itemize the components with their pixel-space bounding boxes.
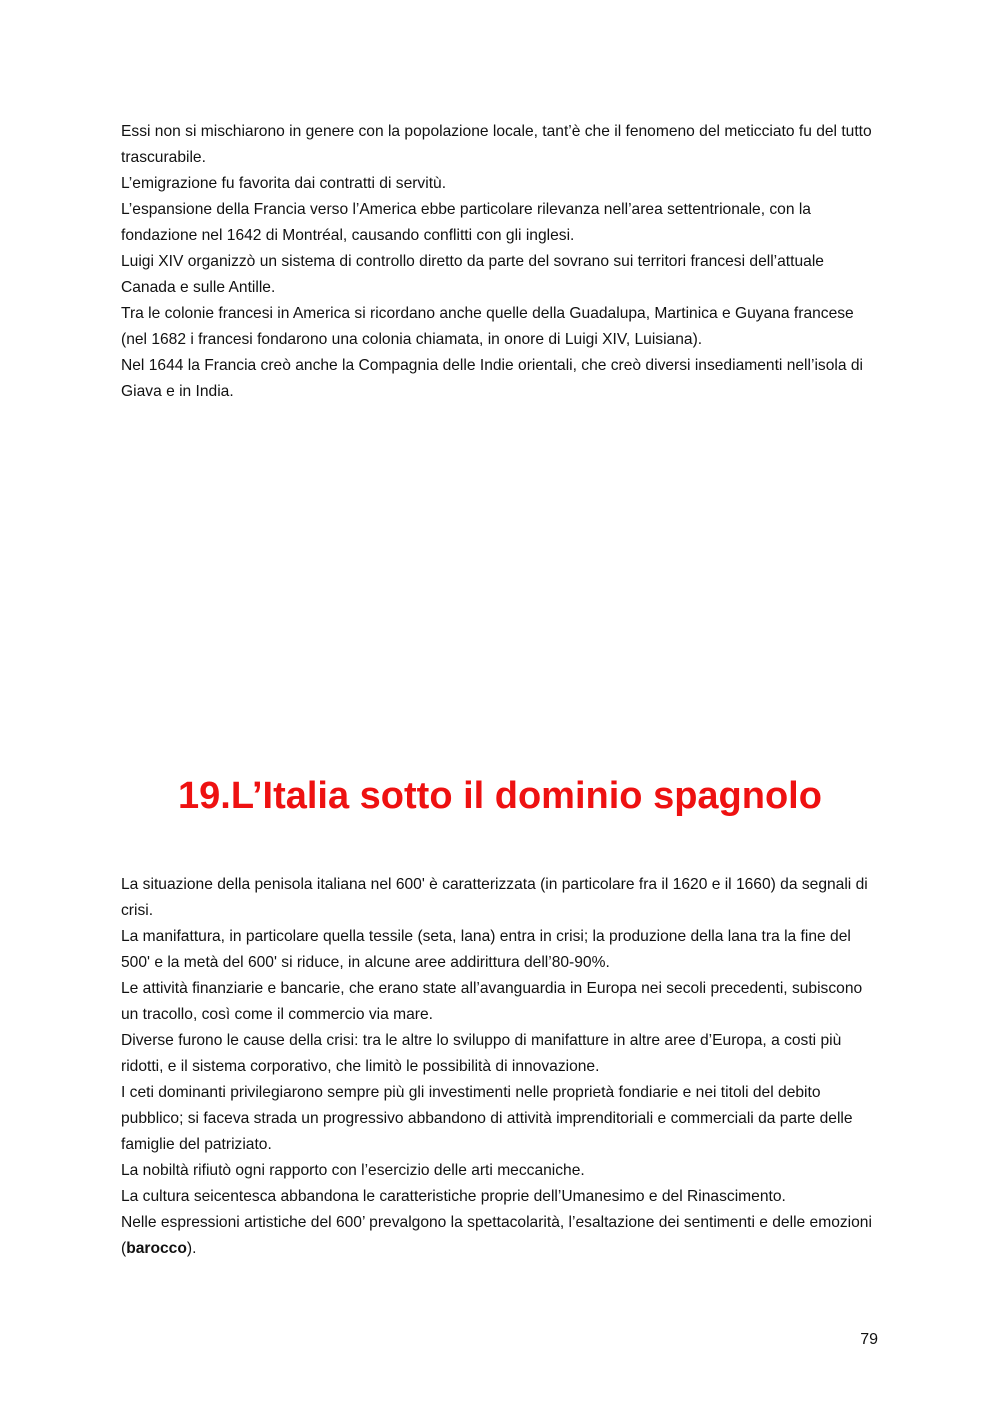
paragraph: La nobiltà rifiutò ogni rapporto con l’esercizio delle arti meccaniche.	[121, 1162, 585, 1179]
paragraph: Tra le colonie francesi in America si ricordano anche quelle della Guadalupa, Martinica e Guyana francese (nel 1682 i francesi fondarono una colonia chiamata, in onore di Luigi XIV, Luisiana).	[121, 305, 854, 348]
paragraph: Luigi XIV organizzò un sistema di controllo diretto da parte del sovrano sui territori francesi dell’attuale Canada e sulle Antille.	[121, 253, 824, 296]
paragraph: La situazione della penisola italiana nel 600' è caratterizzata (in particolare fra il 1620 e il 1660) da segnali di crisi.	[121, 876, 868, 919]
paragraph: Le attività finanziarie e bancarie, che erano state all’avanguardia in Europa nei secoli precedenti, subiscono un tracollo, così come il commercio via mare.	[121, 980, 863, 1023]
paragraph: Diverse furono le cause della crisi: tra le altre lo sviluppo di manifatture in altre aree d’Europa, a costi più ridotti, e il sistema corporativo, che limitò le possibilità di innovazione.	[121, 1032, 842, 1075]
paragraph: La manifattura, in particolare quella tessile (seta, lana) entra in crisi; la produzione della lana tra la fine del 500' e la metà del 600' si riduce, in alcune aree addirittura dell’80-90%.	[121, 928, 851, 971]
text-segment: Nelle espressioni artistiche del 600’ prevalgono la spettacolarità, l’esaltazione dei sentimenti e delle emozioni (	[121, 1214, 872, 1257]
paragraph: L’emigrazione fu favorita dai contratti di servitù.	[121, 175, 447, 192]
page-number: 79	[860, 1331, 878, 1348]
paragraph: I ceti dominanti privilegiarono sempre più gli investimenti nelle proprietà fondiarie e nei titoli del debito pubblico; si faceva strada un progressivo abbandono di attività imprenditoriali e commerciali da parte delle famiglie del patriziato.	[121, 1084, 853, 1153]
bold-term: barocco	[126, 1240, 187, 1257]
body-text-bottom	[121, 872, 881, 1262]
body-text-top	[121, 119, 881, 405]
paragraph: La cultura seicentesca abbandona le caratteristiche proprie dell’Umanesimo e del Rinascimento.	[121, 1188, 786, 1205]
paragraph-last	[121, 1210, 881, 1262]
chapter-title: 19.L’Italia sotto il dominio spagnolo	[178, 775, 822, 817]
text-segment: ).	[186, 1240, 197, 1257]
paragraph: L’espansione della Francia verso l’America ebbe particolare rilevanza nell’area settentrionale, con la fondazione nel 1642 di Montréal, causando conflitti con gli inglesi.	[121, 201, 811, 244]
paragraph: Nel 1644 la Francia creò anche la Compagnia delle Indie orientali, che creò diversi insediamenti nell’isola di Giava e in India.	[121, 357, 863, 400]
paragraph: Essi non si mischiarono in genere con la popolazione locale, tant’è che il fenomeno del meticciato fu del tutto trascurabile.	[121, 123, 872, 166]
